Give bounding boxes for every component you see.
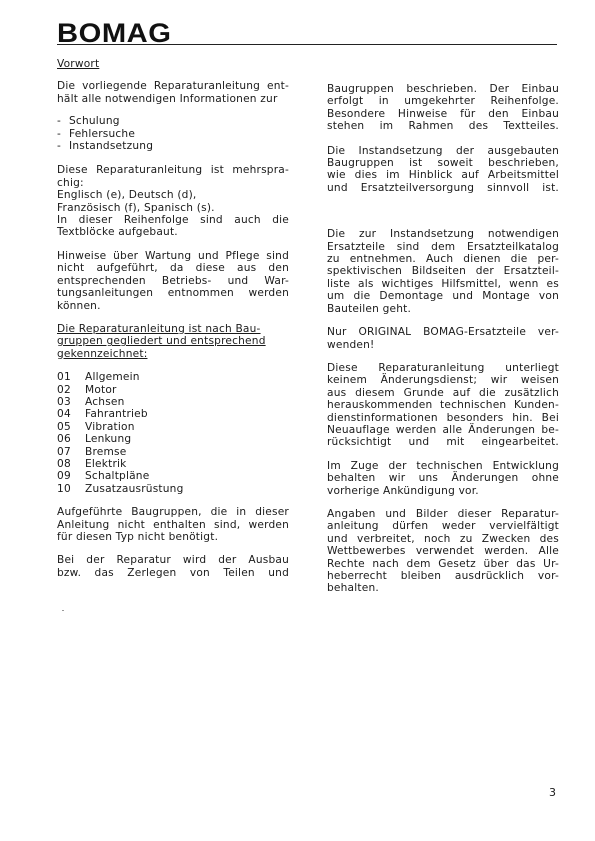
repair-paragraph: Bei der Reparatur wird der Ausbau bzw. das Zerlegen von Teilen und (57, 554, 289, 579)
chapter-row: 07 Bremse (57, 445, 127, 458)
chapter-row: 01 Allgemein (57, 371, 140, 384)
repair-scope-paragraph: Die Instandsetzung der ausgebauten Baugruppen ist soweit beschrieben, wie dies im Hinblick auf Arbeitsmittel und Ersatzteilversorgung sinnvoll ist. (327, 144, 559, 194)
spare-parts-paragraph: Die zur Instandsetzung notwendigen Ersatzteile sind dem Ersatzteilkatalog zu entnehmen. Auch dienen die per- spektivischen Bildseiten der Ersatzteil- liste als wichtiges Hilfsmittel, wenn es um die Demontage und Montage von Bauteilen geht. (327, 228, 559, 315)
list-item: - Fehlersuche (57, 128, 289, 140)
bomag-logo: BOMAG (57, 18, 172, 48)
chapter-row: 06 Lenkung (57, 433, 132, 446)
chapter-list (57, 371, 289, 495)
original-parts-notice: Nur ORIGINAL BOMAG-Ersatzteile ver- wenden! (327, 326, 559, 351)
copyright-paragraph: Angaben und Bilder dieser Reparatur- anleitung dürfen weder vervielfältigt und verbreitet, noch zu Zwecken des Wettbewerbes verwendet werden. Alle Rechte nach dem Gesetz über das Ur- heberrecht bleiben ausdrücklich vor- behalten. (327, 507, 559, 595)
listed-groups-paragraph: Aufgeführte Baugruppen, die in dieser Anleitung nicht enthalten sind, werden für diesen Typ nicht benötigt. (57, 506, 289, 543)
chapter-row: 02 Motor (57, 383, 117, 396)
scan-speck (62, 610, 64, 611)
structure-heading: Die Reparaturanleitung ist nach Bau- gruppen gegliedert und entsprechend gekennzeichnet: (57, 322, 266, 360)
language-paragraph: Diese Reparaturanleitung ist mehrspra- chig: Englisch (e), Deutsch (d), Französisch (f), Spanisch (s). In dieser Reihenfolge sind auch die Textblöcke aufgebaut. (57, 164, 289, 239)
purpose-list (57, 115, 289, 152)
chapter-row: 04 Fahrantrieb (57, 408, 148, 421)
right-column (327, 83, 559, 606)
installation-paragraph: Baugruppen beschrieben. Der Einbau erfolgt in umgekehrter Reihenfolge. Besondere Hinweise für den Einbau stehen im Rahmen des Textteiles. (327, 83, 559, 133)
chapter-row: 03 Achsen (57, 395, 125, 408)
list-item: - Schulung (57, 115, 289, 127)
chapter-row: 08 Elektrik (57, 457, 127, 470)
header-rule (57, 44, 557, 45)
list-item: - Instandsetzung (57, 140, 289, 152)
chapter-row: 10 Zusatzausrüstung (57, 482, 184, 495)
change-service-paragraph: Diese Reparaturanleitung unterliegt keinem Änderungsdienst; wir weisen aus diesem Grunde auf die zusätzlich herauskommenden technischen Kunden- dienstinformationen besonders hin. Bei Neuauflage werden alle Änderungen be- rücksichtigt und mit eingearbeitet. (327, 361, 559, 449)
maintenance-paragraph: Hinweise über Wartung und Pflege sind nicht aufgeführt, da diese aus den entsprechenden Betriebs- und War- tungsanleitungen entnommen werden können. (57, 249, 289, 312)
chapter-row: 05 Vibration (57, 420, 135, 433)
development-paragraph: Im Zuge der technischen Entwicklung behalten wir uns Änderungen ohne vorherige Ankündigung vor. (327, 459, 559, 497)
left-column (57, 58, 289, 590)
page-number: 3 (549, 786, 556, 799)
section-title: Vorwort (57, 58, 100, 70)
chapter-row: 09 Schaltpläne (57, 470, 150, 483)
intro-paragraph: Die vorliegende Reparaturanleitung ent- hält alle notwendigen Informationen zur (57, 80, 289, 105)
